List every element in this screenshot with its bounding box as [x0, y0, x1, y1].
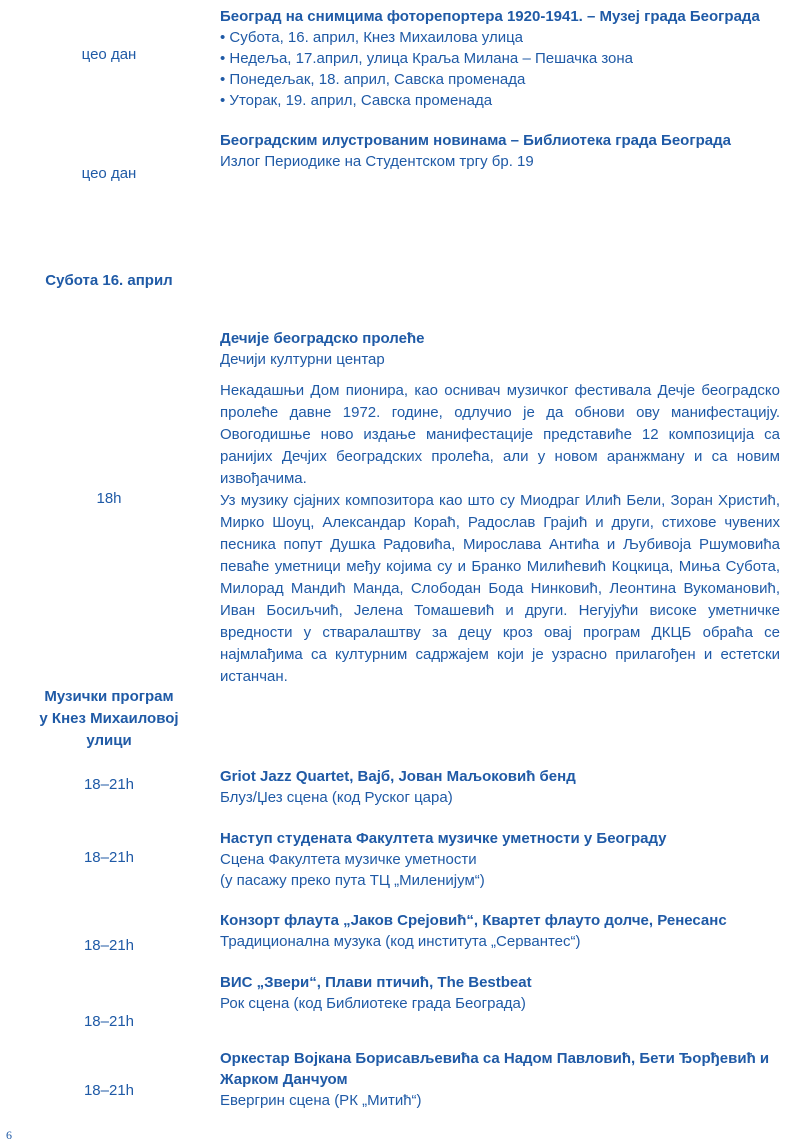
event-line: Блуз/Џез сцена (код Руског цара): [220, 789, 453, 806]
event-title: Наступ студената Факултета музичке уметности у Београду: [220, 830, 667, 847]
event-title: Griot Jazz Quartet, Вајб, Јован Маљоковић бенд: [220, 768, 576, 785]
event-block: [220, 6, 780, 111]
event-time: 18–21h: [83, 937, 135, 954]
event-line: • Субота, 16. април, Кнез Михаилова улица: [220, 29, 524, 46]
event-title: Дечије београдско пролеће: [220, 330, 425, 347]
event-time: 18–21h: [83, 776, 135, 793]
page-number: 6: [6, 1128, 12, 1142]
event-line: Евергрин сцена (РК „Митић“): [220, 1092, 422, 1109]
event-venue: Дечији културни центар: [220, 351, 385, 368]
event-block: [220, 972, 780, 1014]
heading-line: у Кнез Михаиловој: [39, 710, 179, 727]
event-block: [220, 328, 780, 688]
event-time: 18–21h: [83, 1082, 135, 1099]
heading-line: Музички програм: [44, 688, 174, 705]
event-time: 18–21h: [83, 849, 135, 866]
event-title: Београд на снимцима фоторепортера 1920-1941. – Музеј града Београда: [220, 8, 760, 25]
music-program-heading: [0, 686, 218, 752]
event-title: Конзорт флаута „Јаков Срејовић“, Квартет флауто долче, Ренесанс: [220, 912, 727, 929]
event-line: Сцена Факултета музичке уметности: [220, 851, 477, 868]
event-line: • Уторак, 19. април, Савска променада: [220, 92, 493, 109]
event-title: Београдским илустрованим новинама – Библиотека града Београда: [220, 132, 731, 149]
event-time: цео дан: [81, 165, 137, 182]
event-block: [220, 766, 780, 808]
event-line: • Понедељак, 18. април, Савска променада: [220, 71, 526, 88]
event-line: Излог Периодике на Студентском тргу бр. 19: [220, 153, 534, 170]
event-title: Оркестар Војкана Борисављевића са Надом Павловић, Бети Ђорђевић и: [220, 1050, 770, 1067]
event-time: цео дан: [81, 46, 137, 63]
event-line: • Недеља, 17.април, улица Краља Милана – Пешачка зона: [220, 50, 634, 67]
event-time: 18–21h: [83, 1013, 135, 1030]
event-description: Уз музику сјајних композитора као што су Миодраг Илић Бели, Зоран Христић, Мирко Шоуц, Александар Кораћ, Радослав Грајић и други, стихове чувених песника попут Душка Радовића, Мирослава Антића и Љубивоја Ршумовића певаће уметници међу којима су и Бранко Милићевић Коцкица, Миња Субота, Милорад Мандић Манда, Слободан Бода Нинковић, Леонтина Вукомановић, Иван Босиљчић, Јелена Томашевић и други. Негујући високе уметничке вредности у стваралаштву за децу кроз овај програм ДКЦБ обраћа се најмлађима са културним садржајем који је узрасно прилагођен и естетски истанчан.: [220, 492, 780, 685]
section-heading: Субота 16. април: [45, 272, 173, 289]
event-title-continued: Жарком Данчуом: [220, 1071, 348, 1088]
event-block: [220, 828, 780, 891]
event-description: Некадашњи Дом пионира, као оснивач музичког фестивала Дечје београдско пролеће давне 1972. године, одлучио је да обнови ову манифестацију. Овогодишње ново издање манифестације представиће 12 композиција са ранијих Дечјих београдских пролећа, али у новом аранжману и са новим извођачима.: [220, 382, 780, 487]
event-line: Рок сцена (код Библиотеке града Београда): [220, 995, 526, 1012]
event-block: [220, 130, 780, 172]
heading-line: улици: [86, 732, 132, 749]
event-line: (у пасажу преко пута ТЦ „Миленијум“): [220, 872, 485, 889]
event-line: Традиционална музука (код института „Сервантес“): [220, 933, 581, 950]
event-block: [220, 1048, 780, 1111]
event-time: 18h: [96, 490, 122, 507]
event-title: ВИС „Звери“, Плави птичић, The Bestbeat: [220, 974, 532, 991]
event-block: [220, 910, 780, 952]
